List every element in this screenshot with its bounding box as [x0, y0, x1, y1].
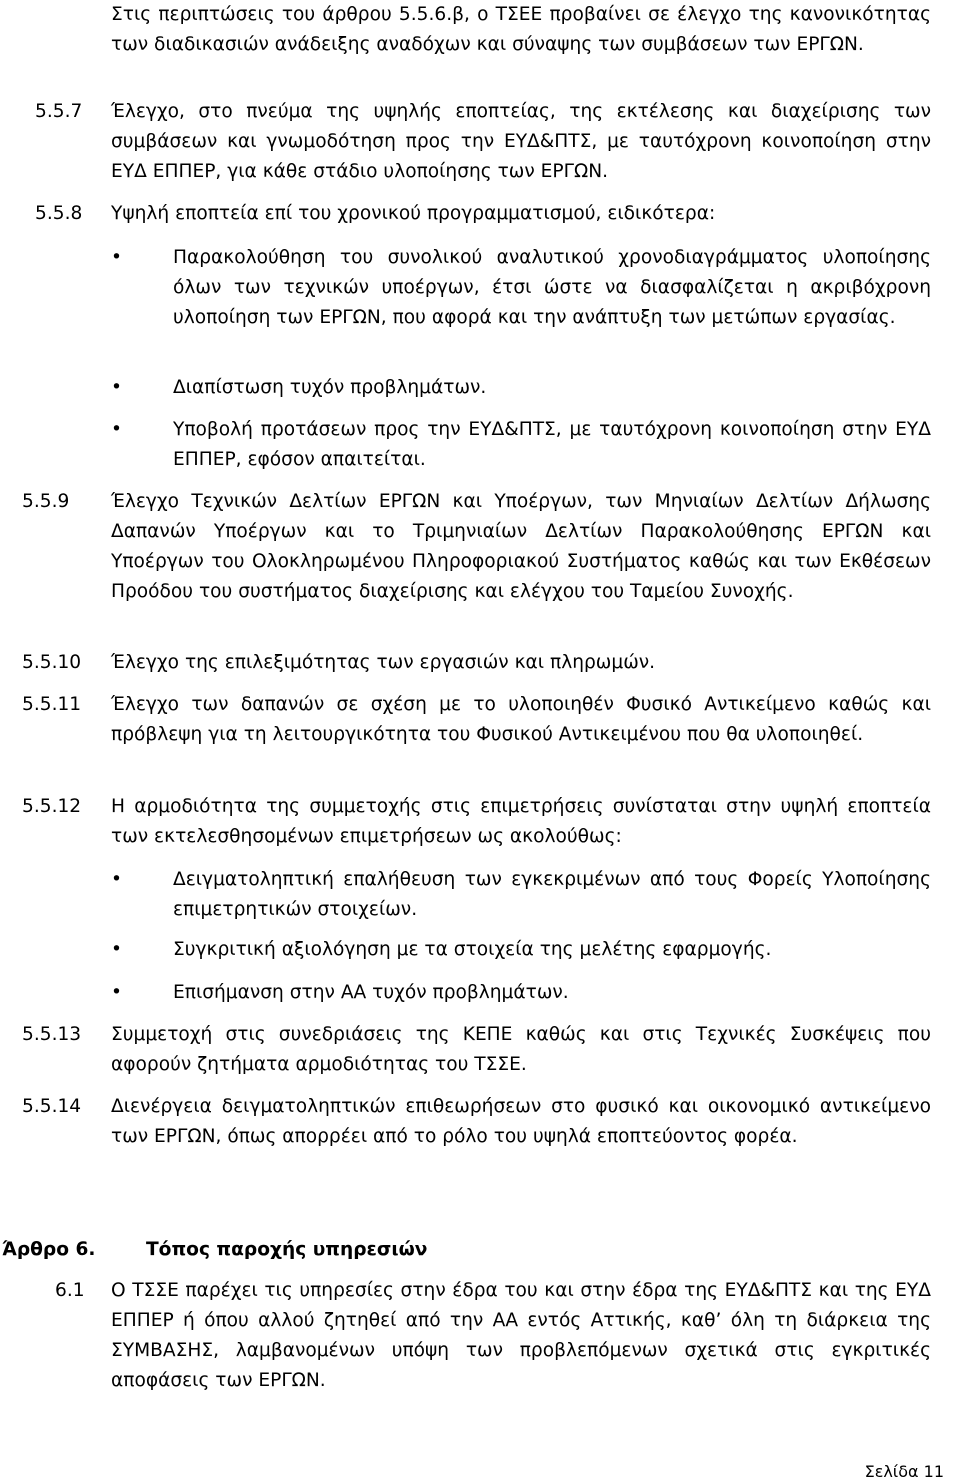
section-text: Υψηλή εποπτεία επί του χρονικού προγραμματισμού, ειδικότερα:: [111, 203, 716, 224]
section-text: Έλεγχο, στο πνεύμα της υψηλής εποπτείας, της εκτέλεσης και διαχείρισης των συμβάσεων και γνωμοδότηση προς την ΕΥΔ&ΠΤΣ, με ταυτόχρονη κοινοποίηση στην ΕΥΔ ΕΠΠΕΡ, για κάθε στάδιο υλοποίησης των ΕΡΓΩΝ.: [111, 101, 931, 182]
bullet-item: Παρακολούθηση του συνολικού αναλυτικού χρονοδιαγράμματος υλοποίησης όλων των τεχνικών υποέργων, έτσι ώστε να διασφαλίζεται η ακριβόχρονη υλοποίηση των ΕΡΓΩΝ, που αφορά και την ανάπτυξη των μετώπων εργασίας.: [173, 247, 931, 328]
bullet-icon: •: [111, 982, 122, 1003]
section-text: Ο ΤΣΣΕ παρέχει τις υπηρεσίες στην έδρα του και στην έδρα της ΕΥΔ&ΠΤΣ και της ΕΥΔ ΕΠΠΕΡ ή όπου αλλού ζητηθεί από την ΑΑ εντός Αττικής, καθ’ όλη τη διάρκεια της ΣΥΜΒΑΣΗΣ, λαμβανομένων υπόψη των προβλεπόμενων σχετικά στις εγκριτικές αποφάσεις των ΕΡΓΩΝ.: [111, 1280, 931, 1391]
section-text: Συμμετοχή στις συνεδριάσεις της ΚΕΠΕ καθώς και στις Τεχνικές Συσκέψεις που αφορούν ζητήματα αρμοδιότητας του ΤΣΣΕ.: [111, 1024, 931, 1075]
section-number: 5.5.9: [22, 491, 70, 512]
intro-paragraph: Στις περιπτώσεις του άρθρου 5.5.6.β, ο ΤΣΕΕ προβαίνει σε έλεγχο της κανονικότητας των διαδικασιών ανάδειξης αναδόχων και σύναψης των συμβάσεων των ΕΡΓΩΝ.: [111, 4, 931, 55]
bullet-item: Συγκριτική αξιολόγηση με τα στοιχεία της μελέτης εφαρμογής.: [173, 939, 772, 960]
bullet-icon: •: [111, 377, 122, 398]
section-text: Η αρμοδιότητα της συμμετοχής στις επιμετρήσεις συνίσταται στην υψηλή εποπτεία των εκτελεσθησομένων επιμετρήσεων ως ακολούθως:: [111, 796, 931, 847]
section-number: 5.5.10: [22, 652, 82, 673]
section-number: 5.5.11: [22, 694, 82, 715]
article-label: Άρθρο 6.: [2, 1239, 96, 1260]
bullet-icon: •: [111, 939, 122, 960]
page-number: Σελίδα 11: [864, 1462, 944, 1481]
section-text: Έλεγχο Τεχνικών Δελτίων ΕΡΓΩΝ και Υποέργων, των Μηνιαίων Δελτίων Δήλωσης Δαπανών Υποέργων και το Τριμηνιαίων Δελτίων Παρακολούθησης ΕΡΓΩΝ και Υποέργων του Ολοκληρωμένου Πληροφοριακού Συστήματος καθώς και των Εκθέσεων Προόδου του συστήματος διαχείρισης και ελέγχου του Ταμείου Συνοχής.: [111, 491, 931, 602]
bullet-icon: •: [111, 419, 122, 440]
section-text: Έλεγχο των δαπανών σε σχέση με το υλοποιηθέν Φυσικό Αντικείμενο καθώς και πρόβλεψη για τη λειτουργικότητα του Φυσικού Αντικειμένου που θα υλοποιηθεί.: [111, 694, 931, 745]
article-title: Τόπος παροχής υπηρεσιών: [146, 1239, 428, 1260]
section-number: 6.1: [55, 1280, 85, 1301]
bullet-item: Υποβολή προτάσεων προς την ΕΥΔ&ΠΤΣ, με ταυτόχρονη κοινοποίηση στην ΕΥΔ ΕΠΠΕΡ, εφόσον απαιτείται.: [173, 419, 931, 470]
bullet-icon: •: [111, 247, 122, 268]
bullet-item: Δειγματοληπτική επαλήθευση των εγκεκριμένων από τους Φορείς Υλοποίησης επιμετρητικών στοιχείων.: [173, 869, 931, 920]
section-number: 5.5.13: [22, 1024, 82, 1045]
section-text: Έλεγχο της επιλεξιμότητας των εργασιών και πληρωμών.: [111, 652, 656, 673]
section-text: Διενέργεια δειγματοληπτικών επιθεωρήσεων στο φυσικό και οικονομικό αντικείμενο των ΕΡΓΩΝ, όπως απορρέει από το ρόλο του υψηλά εποπτεύοντος φορέα.: [111, 1096, 931, 1147]
section-number: 5.5.7: [35, 101, 83, 122]
bullet-icon: •: [111, 869, 122, 890]
bullet-item: Διαπίστωση τυχόν προβλημάτων.: [173, 377, 487, 398]
bullet-item: Επισήμανση στην ΑΑ τυχόν προβλημάτων.: [173, 982, 569, 1003]
section-number: 5.5.12: [22, 796, 82, 817]
section-number: 5.5.14: [22, 1096, 82, 1117]
section-number: 5.5.8: [35, 203, 83, 224]
